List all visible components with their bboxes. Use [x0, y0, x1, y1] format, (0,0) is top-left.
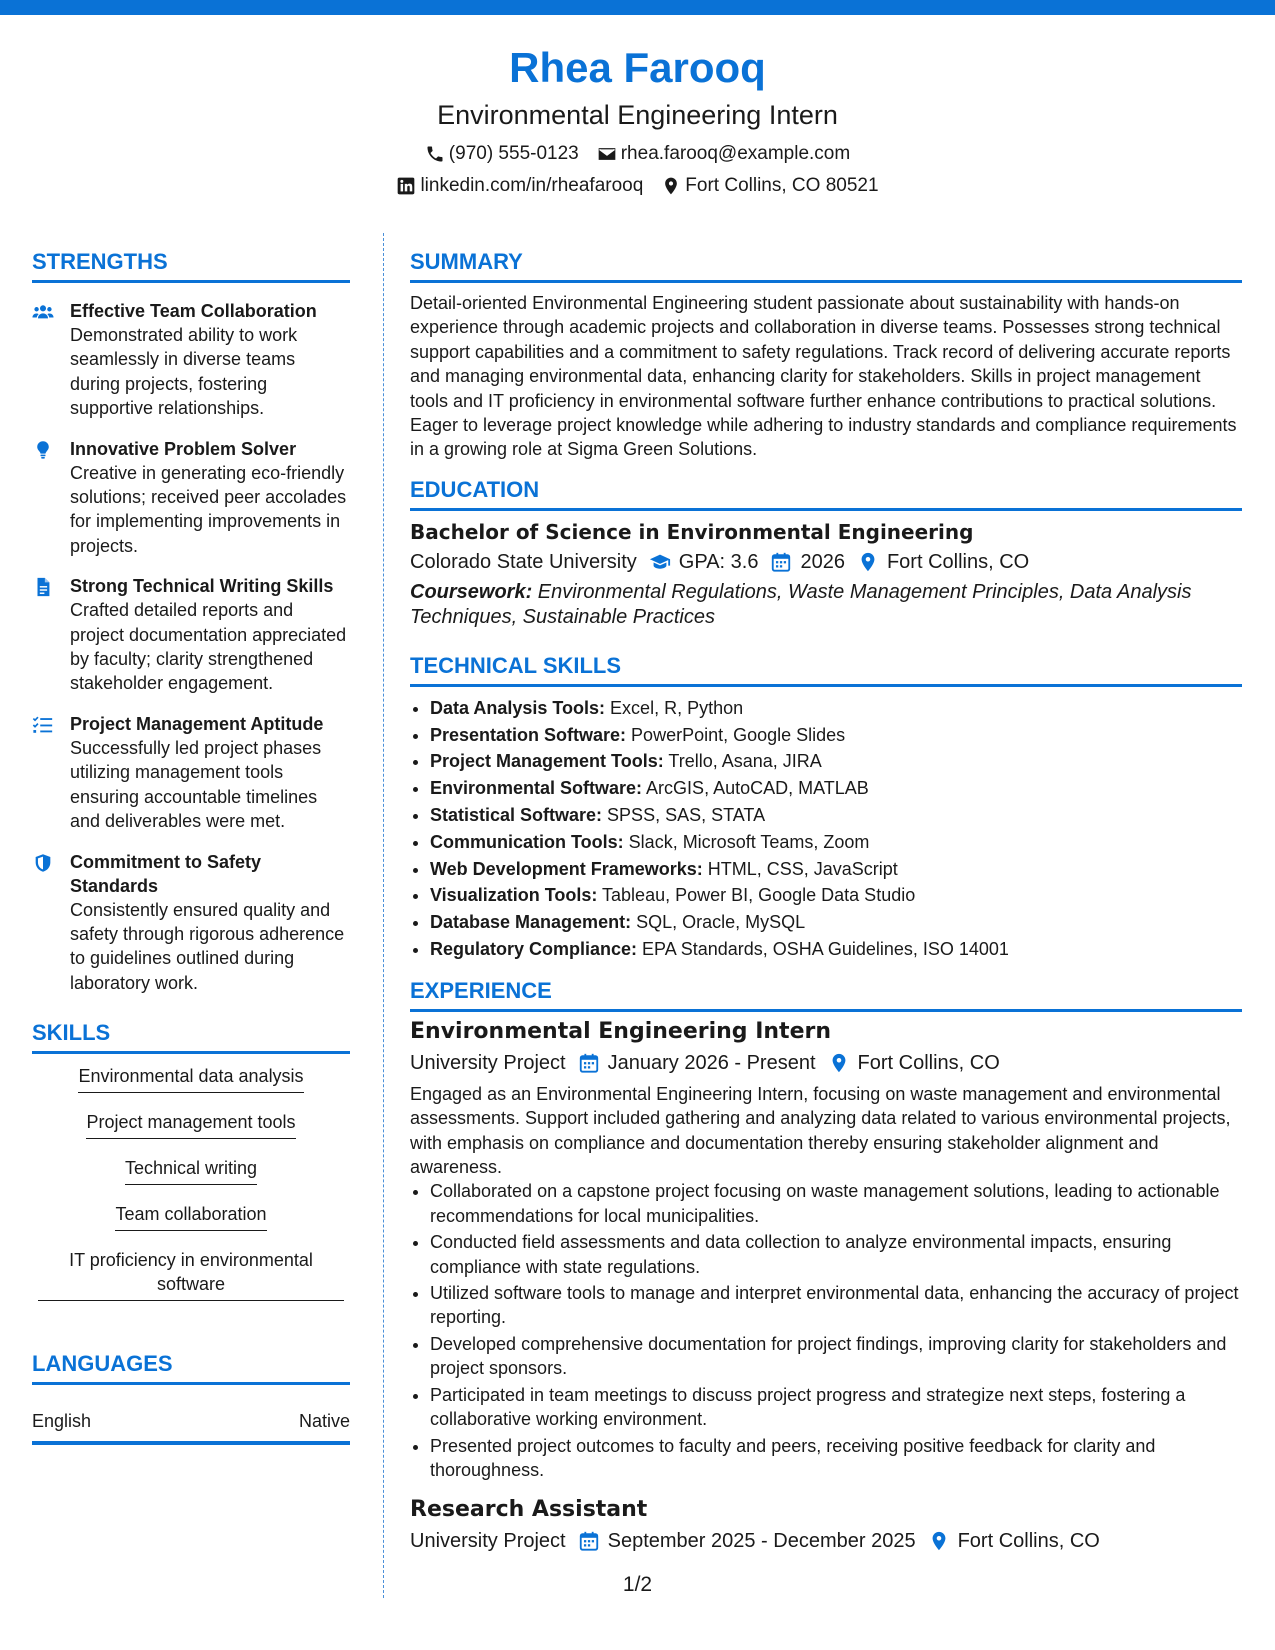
- tech-label: Presentation Software:: [430, 724, 627, 745]
- candidate-name: Rhea Farooq: [509, 44, 766, 91]
- calendar-icon: [770, 551, 792, 573]
- strengths-heading: STRENGTHS: [32, 248, 350, 283]
- strength-item: [32, 850, 350, 996]
- list-item: [430, 909, 1242, 936]
- skill-item: Team collaboration: [115, 1202, 266, 1231]
- job-location: Fort Collins, CO: [857, 1051, 1000, 1074]
- degree-title: Bachelor of Science in Environmental Engineering: [410, 519, 974, 544]
- strength-title: Strong Technical Writing Skills: [70, 576, 334, 597]
- graduation-year: 2026: [800, 550, 845, 573]
- language-name: English: [32, 1411, 92, 1432]
- skill-item: IT proficiency in environmental software: [38, 1248, 344, 1301]
- job-description: Engaged as an Environmental Engineering Intern, focusing on waste management and environmental assessments. Support included gathering and analyzing data related to various environmental projects, with emphasis on compliance and documentation thereby ensuring stakeholder alignment and awareness.: [410, 1083, 1231, 1178]
- list-item: [430, 695, 1242, 722]
- tech-value: SQL, Oracle, MySQL: [631, 912, 806, 933]
- strength-title: Commitment to Safety Standards: [70, 851, 262, 896]
- map-pin-icon: [928, 1530, 950, 1552]
- list-item: • Conducted field assessments and data collection to analyze environmental impacts, ensuring compliance with state regulations.: [430, 1230, 1242, 1279]
- gpa-text: GPA: 3.6: [678, 550, 759, 573]
- tech-label: Data Analysis Tools:: [430, 697, 606, 718]
- list-item: [430, 748, 1242, 775]
- tech-value: Slack, Microsoft Teams, Zoom: [623, 831, 870, 852]
- right-column: [410, 248, 1242, 1554]
- map-pin-icon: [828, 1052, 850, 1074]
- list-item: • Collaborated on a capstone project focusing on waste management solutions, leading to actionable recommendations for local municipalities.: [430, 1179, 1242, 1228]
- tech-label: Visualization Tools:: [430, 885, 598, 906]
- skill-item: Technical writing: [125, 1156, 257, 1185]
- job-meta: [410, 1050, 1242, 1076]
- experience-heading: EXPERIENCE: [410, 977, 1242, 1012]
- tech-value: HTML, CSS, JavaScript: [702, 858, 898, 879]
- map-pin-icon: [661, 176, 681, 196]
- envelope-icon: [597, 144, 617, 164]
- list-item: [430, 936, 1242, 963]
- linkedin-icon: [396, 176, 416, 196]
- school-location: Fort Collins, CO: [886, 550, 1030, 573]
- tech-label: Web Development Frameworks:: [430, 858, 703, 879]
- skill-item: Project management tools: [86, 1110, 295, 1139]
- strength-item: [32, 437, 350, 559]
- skills-heading: SKILLS: [32, 1019, 350, 1054]
- email-link[interactable]: rhea.farooq@example.com: [620, 143, 851, 164]
- strength-item: [32, 299, 350, 421]
- tech-value: EPA Standards, OSHA Guidelines, ISO 14001: [637, 939, 1009, 960]
- tech-value: PowerPoint, Google Slides: [626, 724, 846, 745]
- language-level: Native: [298, 1411, 350, 1432]
- top-accent-bar: [0, 0, 1275, 15]
- users-icon: [32, 302, 54, 322]
- coursework: [410, 580, 1242, 630]
- job-dates: January 2026 - Present: [607, 1051, 816, 1074]
- tech-label: Environmental Software:: [430, 778, 643, 799]
- shield-icon: [32, 853, 54, 873]
- tech-label: Project Management Tools:: [430, 751, 664, 772]
- list-item: • Presented project outcomes to faculty and peers, receiving positive feedback for clarity and thoroughness.: [430, 1434, 1242, 1483]
- technical-skills-heading: TECHNICAL SKILLS: [410, 652, 1242, 687]
- job-org: University Project: [410, 1051, 566, 1074]
- tech-value: Tableau, Power BI, Google Data Studio: [597, 885, 916, 906]
- strength-desc: Creative in generating eco-friendly solutions; received peer accolades for implementing improvements in projects.: [70, 462, 347, 556]
- tech-label: Statistical Software:: [430, 805, 603, 826]
- job-meta: [410, 1528, 1242, 1554]
- calendar-icon: [578, 1052, 600, 1074]
- job-dates: September 2025 - December 2025: [607, 1530, 916, 1553]
- strength-title: Innovative Problem Solver: [70, 438, 297, 459]
- resume-header: [0, 40, 1275, 198]
- strength-title: Effective Team Collaboration: [70, 301, 317, 321]
- technical-skills-list: [410, 695, 1242, 963]
- lightbulb-icon: [32, 440, 54, 460]
- list-item: [430, 775, 1242, 802]
- column-divider: [383, 233, 384, 1598]
- job-location: Fort Collins, CO: [957, 1530, 1100, 1553]
- strength-title: Project Management Aptitude: [70, 713, 324, 734]
- list-item: • Utilized software tools to manage and interpret environmental data, enhancing the accuracy of project reporting.: [430, 1281, 1242, 1330]
- skills-list: [32, 1064, 350, 1318]
- strength-desc: Demonstrated ability to work seamlessly in diverse teams during projects, fostering supportive relationships.: [70, 325, 298, 419]
- document-icon: [32, 577, 54, 597]
- languages-heading: LANGUAGES: [32, 1350, 350, 1385]
- job-bullets: [410, 1179, 1242, 1482]
- linkedin-link[interactable]: linkedin.com/in/rheafarooq: [420, 175, 644, 196]
- phone-number: (970) 555-0123: [448, 143, 579, 164]
- left-column: [32, 248, 350, 1445]
- summary-heading: SUMMARY: [410, 248, 1242, 283]
- tech-value: ArcGIS, AutoCAD, MATLAB: [642, 778, 869, 799]
- phone-contact: [425, 142, 579, 166]
- list-item: [430, 856, 1242, 883]
- list-item: [430, 829, 1242, 856]
- school-name: Colorado State University: [410, 550, 637, 573]
- strength-item: [32, 712, 350, 834]
- tech-value: Trello, Asana, JIRA: [663, 751, 822, 772]
- strength-desc: Successfully led project phases utilizing management tools ensuring accountable timelines and deliverables were met.: [70, 737, 322, 832]
- job-title: Research Assistant: [410, 1497, 648, 1523]
- coursework-label: Coursework:: [410, 580, 533, 603]
- education-meta: [410, 549, 1242, 575]
- strength-item: [32, 574, 350, 696]
- list-item: [430, 882, 1242, 909]
- list-item: [430, 802, 1242, 829]
- language-row: [32, 1409, 350, 1445]
- checklist-icon: [32, 715, 54, 735]
- phone-icon: [425, 144, 445, 164]
- list-item: • Participated in team meetings to discuss project progress and strategize next steps, fostering a collaborative working environment.: [430, 1383, 1242, 1432]
- job-title: Environmental Engineering Intern: [410, 1018, 832, 1044]
- job-org: University Project: [410, 1530, 566, 1553]
- page-number: 1/2: [622, 1573, 653, 1596]
- tech-label: Regulatory Compliance:: [430, 939, 638, 960]
- coursework-list: Environmental Regulations, Waste Management Principles, Data Analysis Techniques, Sustainable Practices: [410, 580, 1192, 628]
- summary-text: Detail-oriented Environmental Engineering student passionate about sustainability with hands-on experience through academic projects and collaboration in diverse teams. Possesses strong technical support capabilities and a commitment to safety regulations. Track record of delivering accurate reports and managing environmental data, enhancing clarity for stakeholders. Skills in project management tools and IT proficiency in environmental software further enhance contributions to practical solutions. Eager to leverage project knowledge while adhering to industry standards and compliance requirements in a growing role at Sigma Green Solutions.: [410, 293, 1237, 460]
- contact-row-1: [0, 142, 1275, 166]
- tech-value: Excel, R, Python: [605, 697, 744, 718]
- tech-label: Database Management:: [430, 912, 632, 933]
- location-text: Fort Collins, CO 80521: [685, 175, 879, 196]
- candidate-title: Environmental Engineering Intern: [437, 100, 838, 130]
- calendar-icon: [578, 1530, 600, 1552]
- education-heading: EDUCATION: [410, 476, 1242, 511]
- strength-desc: Consistently ensured quality and safety through rigorous adherence to guidelines outlined during laboratory work.: [70, 899, 345, 993]
- contact-row-2: [0, 174, 1275, 198]
- tech-value: SPSS, SAS, STATA: [602, 805, 766, 826]
- list-item: • Developed comprehensive documentation for project findings, improving clarity for stakeholders and project sponsors.: [430, 1332, 1242, 1381]
- strength-desc: Crafted detailed reports and project documentation appreciated by faculty; clarity strengthened stakeholder engagement.: [70, 600, 347, 694]
- email-contact: [597, 142, 850, 166]
- linkedin-contact: [396, 174, 643, 198]
- skill-item: Environmental data analysis: [78, 1064, 303, 1093]
- map-pin-icon: [857, 551, 879, 573]
- graduation-cap-icon: [649, 551, 671, 573]
- tech-label: Communication Tools:: [430, 831, 624, 852]
- location-contact: [661, 174, 878, 198]
- list-item: [430, 722, 1242, 749]
